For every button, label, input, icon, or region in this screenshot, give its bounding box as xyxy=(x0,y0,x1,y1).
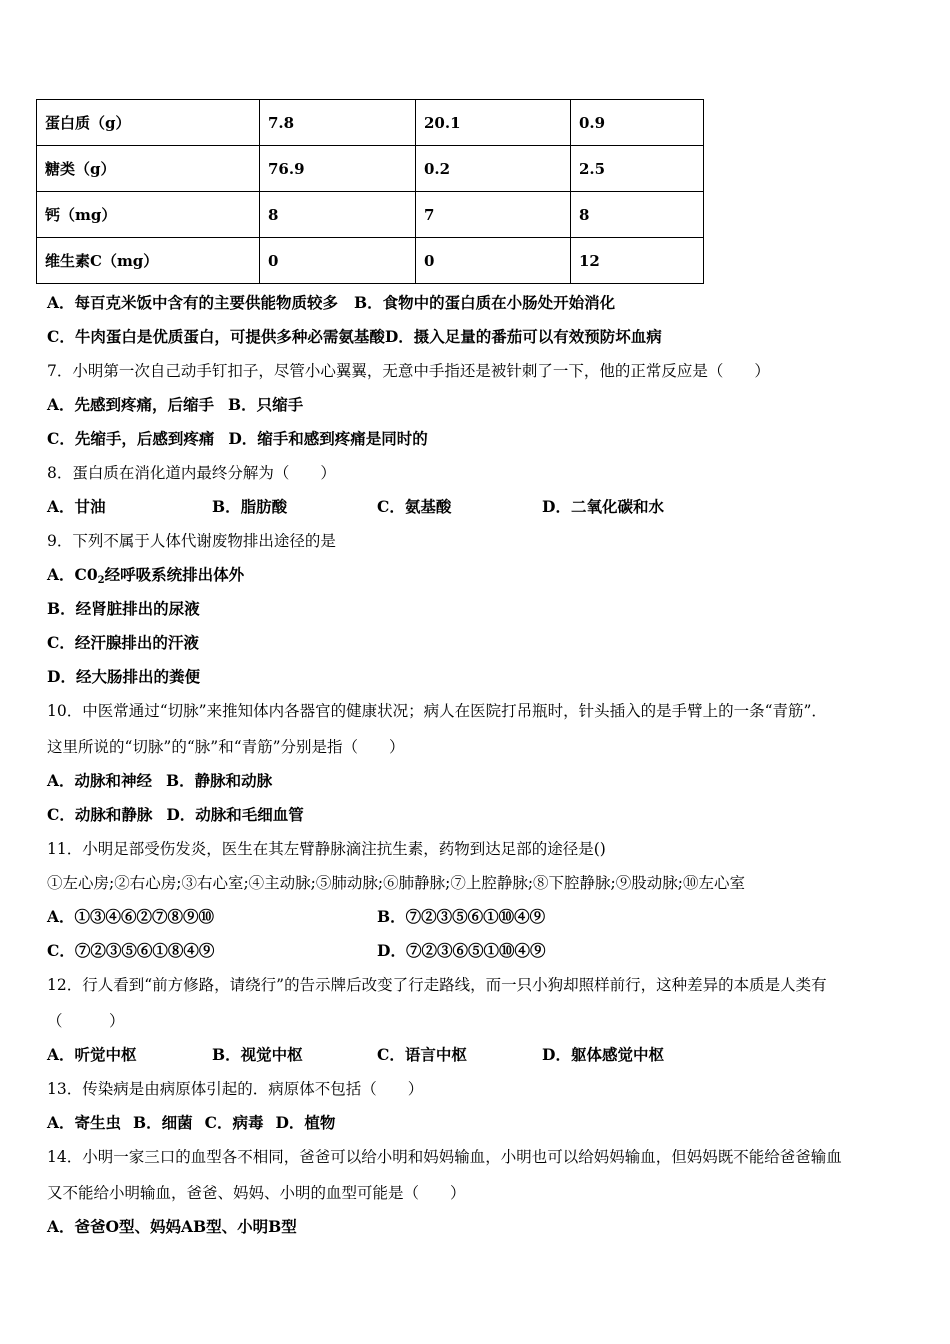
table-row xyxy=(37,192,704,238)
q13-stem: 13．传染病是由病原体引起的．病原体不包括（ ） xyxy=(47,1080,424,1098)
q11-option-a: A．①③④⑥②⑦⑧⑨⑩ xyxy=(47,907,215,926)
table-cell: 76.9 xyxy=(260,146,416,192)
row-label: 钙（mg） xyxy=(37,192,260,238)
q7-options-cd xyxy=(47,429,428,449)
q6-options-ab xyxy=(47,293,615,313)
q6-option-d: D．摄入足量的番茄可以有效预防坏血病 xyxy=(384,327,662,346)
table-cell: 2.5 xyxy=(571,146,704,192)
table-cell: 0 xyxy=(260,238,416,284)
q12-option-d: D．躯体感觉中枢 xyxy=(542,1045,664,1064)
q8-option-b: B．脂肪酸 xyxy=(212,497,288,516)
q10-option-b: B．静脉和动脉 xyxy=(166,771,273,790)
q8-option-d: D．二氧化碳和水 xyxy=(542,497,664,516)
q13-option-d: D．植物 xyxy=(275,1113,336,1132)
q13-option-a: A．寄生虫 xyxy=(47,1113,122,1132)
q7-option-c: C．先缩手，后感到疼痛 xyxy=(47,429,215,448)
q14-stem-line1: 14．小明一家三口的血型各不相同，爸爸可以给小明和妈妈输血，小明也可以给妈妈输血，但妈妈既不能给爸爸输血 xyxy=(47,1148,842,1166)
table-cell: 7 xyxy=(416,192,571,238)
table-row xyxy=(37,146,704,192)
row-label: 蛋白质（g） xyxy=(37,100,260,146)
q6-option-a: A．每百克米饭中含有的主要供能物质较多 xyxy=(47,293,339,312)
q12-option-c: C．语言中枢 xyxy=(377,1045,467,1064)
q7-option-a: A．先感到疼痛，后缩手 xyxy=(47,395,215,414)
table-cell: 12 xyxy=(571,238,704,284)
q12-option-b: B．视觉中枢 xyxy=(212,1045,303,1064)
q10-options-ab xyxy=(47,771,272,791)
q8-option-c: C．氨基酸 xyxy=(377,497,452,516)
q6-option-c: C．牛肉蛋白是优质蛋白，可提供多种必需氨基酸 xyxy=(47,327,385,346)
q9-option-b: B．经肾脏排出的尿液 xyxy=(47,599,200,618)
q9-stem: 9．下列不属于人体代谢废物排出途径的是 xyxy=(47,532,336,550)
table-cell: 0.9 xyxy=(571,100,704,146)
q10-option-c: C．动脉和静脉 xyxy=(47,805,153,824)
q12-option-a: A．听觉中枢 xyxy=(47,1045,137,1064)
q9-option-d: D．经大肠排出的粪便 xyxy=(47,667,200,686)
q11-list: ①左心房;②右心房;③右心室;④主动脉;⑤肺动脉;⑥肺静脉;⑦上腔静脉;⑧下腔静脉;⑨股动脉;⑩左心室 xyxy=(47,874,746,892)
table-cell: 0 xyxy=(416,238,571,284)
q9-option-a: A．$C0_2$经呼吸系统排出体外 xyxy=(47,565,245,586)
q7-options-ab xyxy=(47,395,303,415)
q7-option-b: B．只缩手 xyxy=(228,395,304,414)
q11-stem: 11．小明足部受伤发炎，医生在其左臂静脉滴注抗生素，药物到达足部的途径是() xyxy=(47,840,606,858)
q10-stem-line2: 这里所说的“切脉”的“脉”和“青筋”分别是指（ ） xyxy=(47,738,405,756)
table-cell: 8 xyxy=(571,192,704,238)
q13-options xyxy=(47,1113,335,1133)
q12-stem-line2: （ ） xyxy=(47,1012,125,1030)
q11-option-b: B．⑦②③⑤⑥①⑩④⑨ xyxy=(377,907,546,926)
q6-option-b: B．食物中的蛋白质在小肠处开始消化 xyxy=(354,293,616,312)
row-label: 维生素C（mg） xyxy=(37,238,260,284)
table-row xyxy=(37,100,704,146)
q10-options-cd xyxy=(47,805,304,825)
table-cell: 20.1 xyxy=(416,100,571,146)
q8-stem: 8．蛋白质在消化道内最终分解为（ ） xyxy=(47,464,336,482)
q9-option-c: C．经汗腺排出的汗液 xyxy=(47,633,199,652)
q13-option-c: C．病毒 xyxy=(204,1113,264,1132)
q8-option-a: A．甘油 xyxy=(47,497,106,516)
q11-option-c: C．⑦②③⑤⑥①⑧④⑨ xyxy=(47,941,215,960)
table-cell: 7.8 xyxy=(260,100,416,146)
q11-option-d: D．⑦②③⑥⑤①⑩④⑨ xyxy=(377,941,546,960)
q12-stem-line1: 12．行人看到“前方修路，请绕行”的告示牌后改变了行走路线，而一只小狗却照样前行，这种差异的本质是人类有 xyxy=(47,976,827,994)
q10-option-a: A．动脉和神经 xyxy=(47,771,153,790)
table-cell: 0.2 xyxy=(416,146,571,192)
row-label: 糖类（g） xyxy=(37,146,260,192)
q10-option-d: D．动脉和毛细血管 xyxy=(166,805,304,824)
q13-option-b: B．细菌 xyxy=(133,1113,193,1132)
q10-stem-line1: 10．中医常通过“切脉”来推知体内各器官的健康状况；病人在医院打吊瓶时，针头插入的是手臂上的一条“青筋”． xyxy=(47,702,827,720)
table-row xyxy=(37,238,704,284)
q7-stem: 7．小明第一次自己动手钉扣子，尽管小心翼翼，无意中手指还是被针刺了一下，他的正常反应是（ ） xyxy=(47,362,770,380)
nutrition-table xyxy=(36,99,704,284)
q14-stem-line2: 又不能给小明输血，爸爸、妈妈、小明的血型可能是（ ） xyxy=(47,1184,466,1202)
q7-option-d: D．缩手和感到疼痛是同时的 xyxy=(228,429,428,448)
q14-option-a: A．爸爸O型、妈妈AB型、小明B型 xyxy=(47,1217,297,1236)
table-cell: 8 xyxy=(260,192,416,238)
q6-options-cd xyxy=(47,327,662,347)
